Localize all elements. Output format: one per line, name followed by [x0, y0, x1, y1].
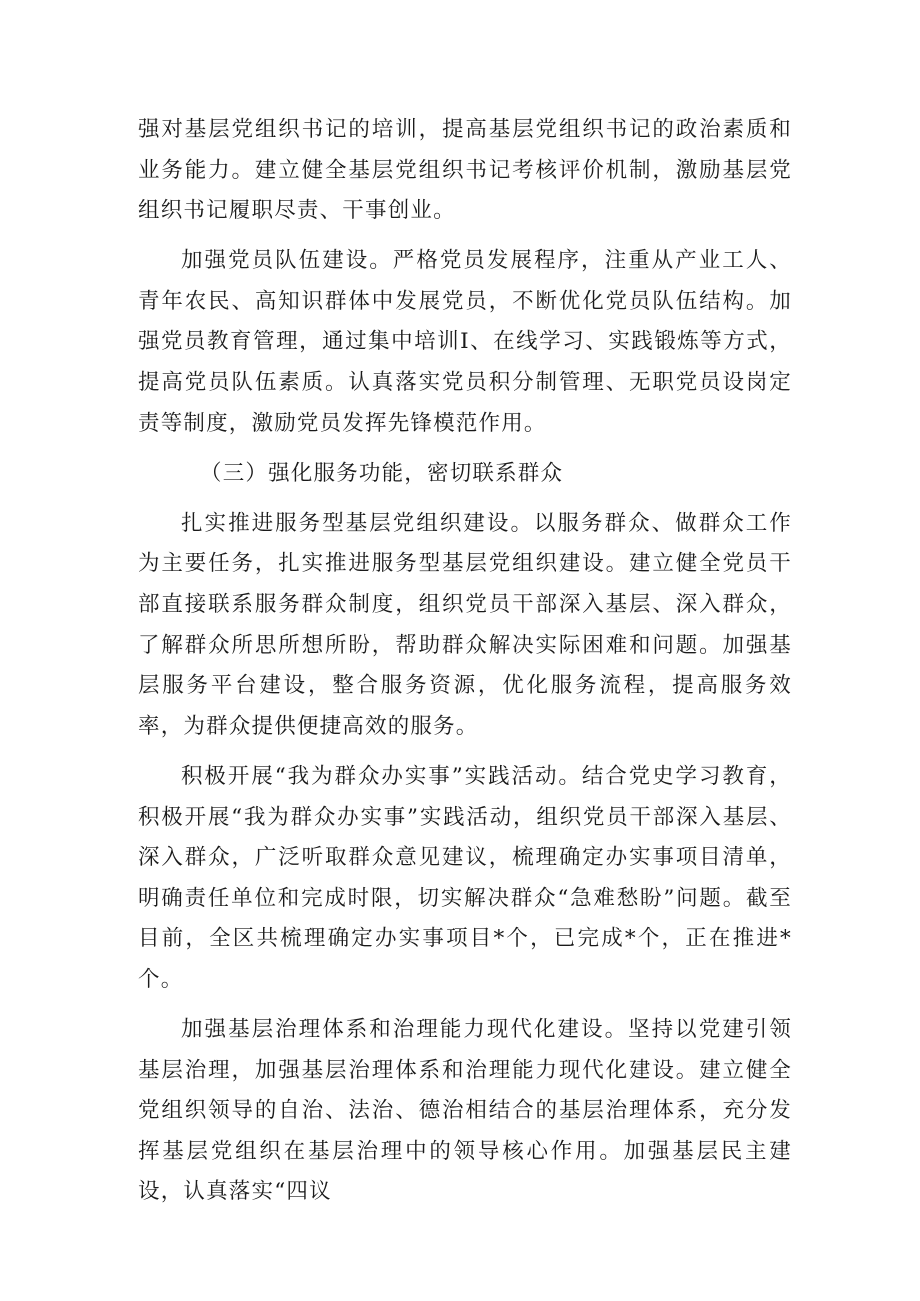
paragraph-party-member-team: 加强党员队伍建设。严格党员发展程序，注重从产业工人、青年农民、高知识群体中发展党员，不断优化党员队伍结构。加强党员教育管理，通过集中培训I、在线学习、实践锻炼等方式，提高党员队伍素质。认真落实党员积分制管理、无职党员设岗定责等制度，激励党员发挥先锋模范作用。 — [138, 248, 792, 436]
paragraph-continuation: 强对基层党组织书记的培训，提高基层党组织书记的政治素质和业务能力。建立健全基层党组织书记考核评价机制，激励基层党组织书记履职尽责、干事创业。 — [138, 117, 792, 224]
paragraph-practical-activities: 积极开展“我为群众办实事”实践活动。结合党史学习教育，积极开展“我为群众办实事”实践活动，组织党员干部深入基层、深入群众，广泛听取群众意见建议，梳理确定办实事项目清单，明确责任单位和完成时限，切实解决群众“急难愁盼”问题。截至目前，全区共梳理确定办实事项目*个，已完成*个，正在推进*个。 — [138, 763, 792, 992]
paragraph-service-organization: 扎实推进服务型基层党组织建设。以服务群众、做群众工作为主要任务，扎实推进服务型基层党组织建设。建立健全党员干部直接联系服务群众制度，组织党员干部深入基层、深入群众，了解群众所思所想所盼，帮助群众解决实际困难和问题。加强基层服务平台建设，整合服务资源，优化服务流程，提高服务效率，为群众提供便捷高效的服务。 — [138, 510, 792, 739]
section-heading-three: （三）强化服务功能，密切联系群众 — [200, 460, 564, 486]
paragraph-grassroots-governance: 加强基层治理体系和治理能力现代化建设。坚持以党建引领基层治理，加强基层治理体系和治理能力现代化建设。建立健全党组织领导的自治、法治、德治相结合的基层治理体系，充分发挥基层党组织在基层治理中的领导核心作用。加强基层民主建设，认真落实“四议 — [138, 1016, 792, 1205]
document-body — [138, 110, 792, 1222]
